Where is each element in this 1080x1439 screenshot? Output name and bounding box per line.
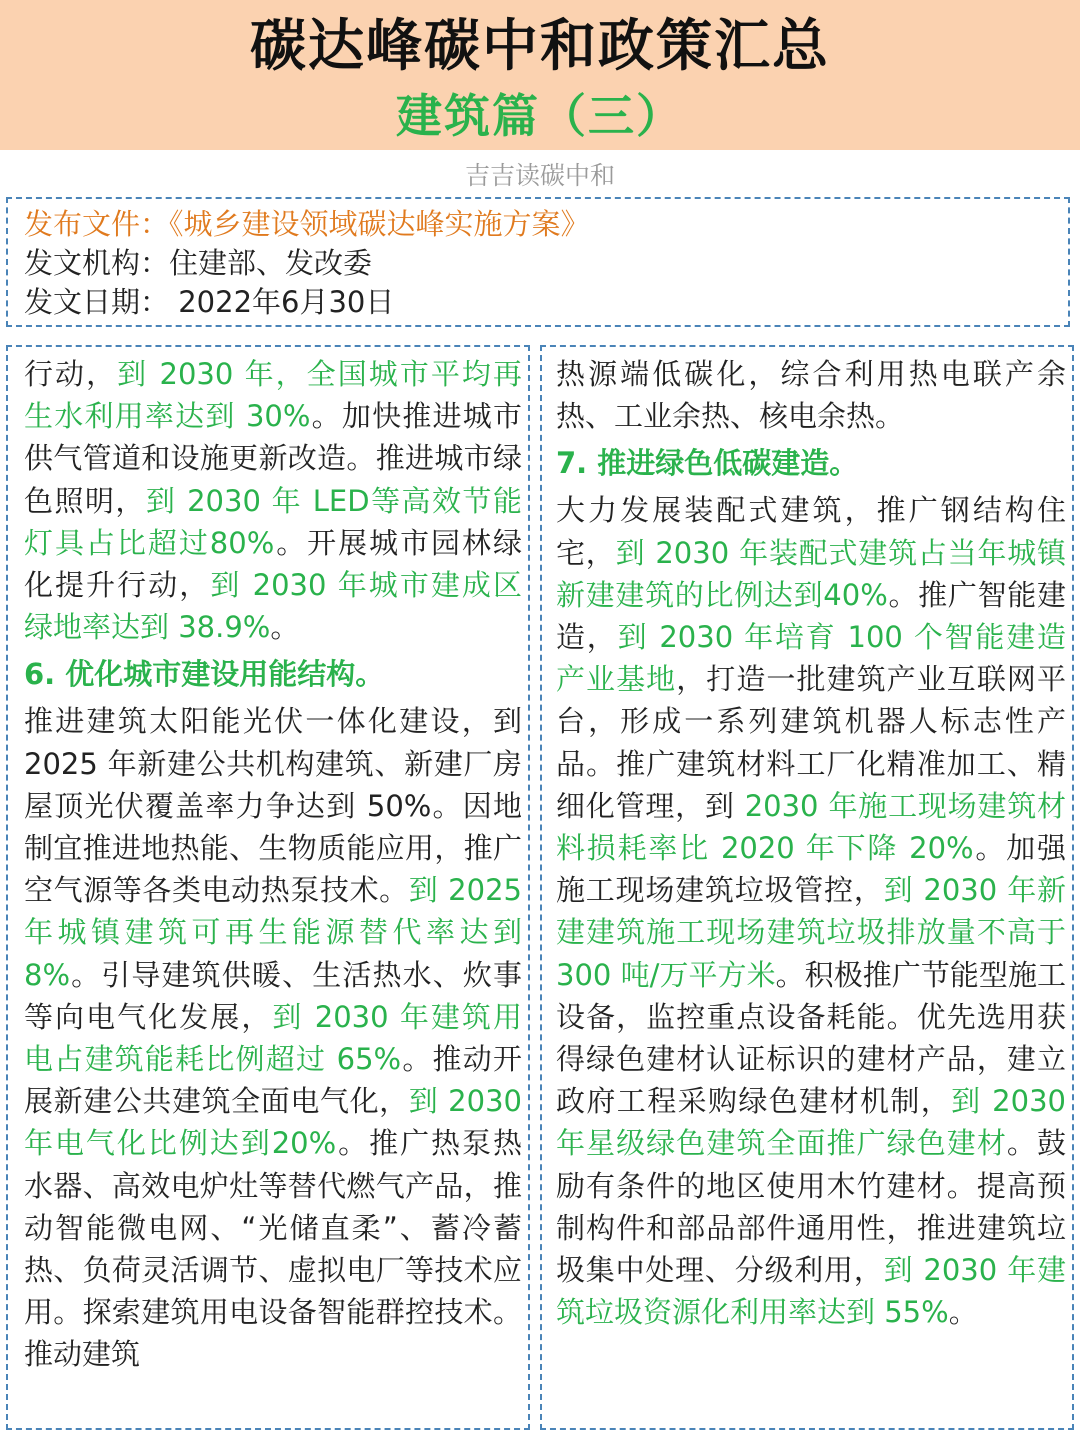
highlight-text: 到 2025 年城镇建筑可再生能源替代率达到 8% <box>24 873 522 992</box>
body-text: 。推广智能建造， <box>556 577 1066 655</box>
highlight-text: 到 2030 年培育 100 个智能建造产业基地 <box>556 620 1066 697</box>
left-column <box>6 345 530 1430</box>
body-text: 。推广热泵热水器、高效电炉灶等替代燃气产品，推动智能微电网、“光储直柔”、蓄冷蓄热、负荷灵活调节、虚拟电厂等技术应用。探索建筑用电设备智能群控技术。推动建筑 <box>24 1126 522 1372</box>
body-text: 。 <box>948 1295 978 1330</box>
document-title-line: 发布文件：《城乡建设领域碳达峰实施方案》 <box>24 207 590 241</box>
body-text: 大力发展装配式建筑，推广钢结构住宅， <box>556 493 1066 570</box>
document-info-box <box>6 197 1070 327</box>
left-paragraph-2 <box>24 700 522 1375</box>
issue-date-line: 发文日期： 2022年6月30日 <box>24 285 395 319</box>
highlight-text: 到 2030 年新建建筑施工现场建筑垃圾排放量不高于 300 吨/万平方米 <box>556 873 1066 992</box>
issuing-agency-line: 发文机构：住建部、发改委 <box>24 246 373 280</box>
body-text: 。加快推进城市供气管道和设施更新改造。推进城市绿色照明， <box>24 399 522 518</box>
highlight-text: 到 2030 年，全国城市平均再生水利用率达到 30% <box>24 357 522 434</box>
right-paragraph-2 <box>556 489 1066 1333</box>
page-title: 碳达峰碳中和政策汇总 <box>250 14 830 79</box>
body-text: 。开展城市园林绿化提升行动， <box>24 525 522 603</box>
highlight-text: 到 2030 年星级绿色建筑全面推广绿色建材 <box>556 1084 1066 1161</box>
right-paragraph-1 <box>556 353 1066 437</box>
highlight-text: 2030 年施工现场建筑材料损耗率比 2020 年下降 20% <box>556 788 1066 866</box>
highlight-text: 到 2030 年电气化比例达到20% <box>24 1084 522 1161</box>
highlight-text: 到 2030 年建筑垃圾资源化利用率达到 55% <box>556 1253 1066 1330</box>
header-banner <box>0 0 1080 150</box>
highlight-text: 到 2030 年 LED等高效节能灯具占比超过80% <box>24 483 522 560</box>
section-heading-6: 6. 优化城市建设用能结构。 <box>24 657 385 692</box>
body-text: 。 <box>270 610 300 645</box>
body-text: 推进建筑太阳能光伏一体化建设，到 2025 年新建公共机构建筑、新建厂房屋顶光伏覆盖率力争达到 50%。因地制宜推进地热能、生物质能应用，推广空气源等各类电动热泵技术。 <box>24 704 522 908</box>
watermark: 吉吉读碳中和 <box>464 161 615 190</box>
body-text: 。积极推广节能型施工设备，监控重点设备耗能。优先选用获得绿色建材认证标识的建材产品，建立政府工程采购绿色建材机制， <box>556 957 1066 1119</box>
body-text: ，打造一批建筑产业互联网平台，形成一系列建筑机器人标志性产品。推广建筑材料工厂化精准加工、精细化管理，到 <box>556 662 1066 823</box>
highlight-text: 到 2030 年建筑用电占建筑能耗比例超过 65% <box>24 999 522 1077</box>
highlight-text: 到 2030 年装配式建筑占当年城镇新建建筑的比例达到40% <box>556 535 1066 612</box>
body-text: 热源端低碳化，综合利用热电联产余热、工业余热、核电余热。 <box>556 357 1066 434</box>
page-subtitle: 建筑篇（三） <box>396 89 684 143</box>
body-text: 。推动开展新建公共建筑全面电气化， <box>24 1042 522 1119</box>
body-text: 。鼓励有条件的地区使用木竹建材。提高预制构件和部品部件通用性，推进建筑垃圾集中处理、分级利用， <box>556 1126 1066 1288</box>
left-paragraph-1 <box>24 353 522 648</box>
highlight-text: 到 2030 年城市建成区绿地率达到 38.9% <box>24 568 522 645</box>
body-text: 。加强施工现场建筑垃圾管控， <box>556 831 1066 908</box>
body-text: 。引导建筑供暖、生活热水、炊事等向电气化发展， <box>24 957 522 1034</box>
right-column <box>540 345 1074 1430</box>
body-text: 行动， <box>24 357 118 391</box>
section-heading-7: 7. 推进绿色低碳建造。 <box>556 446 859 481</box>
